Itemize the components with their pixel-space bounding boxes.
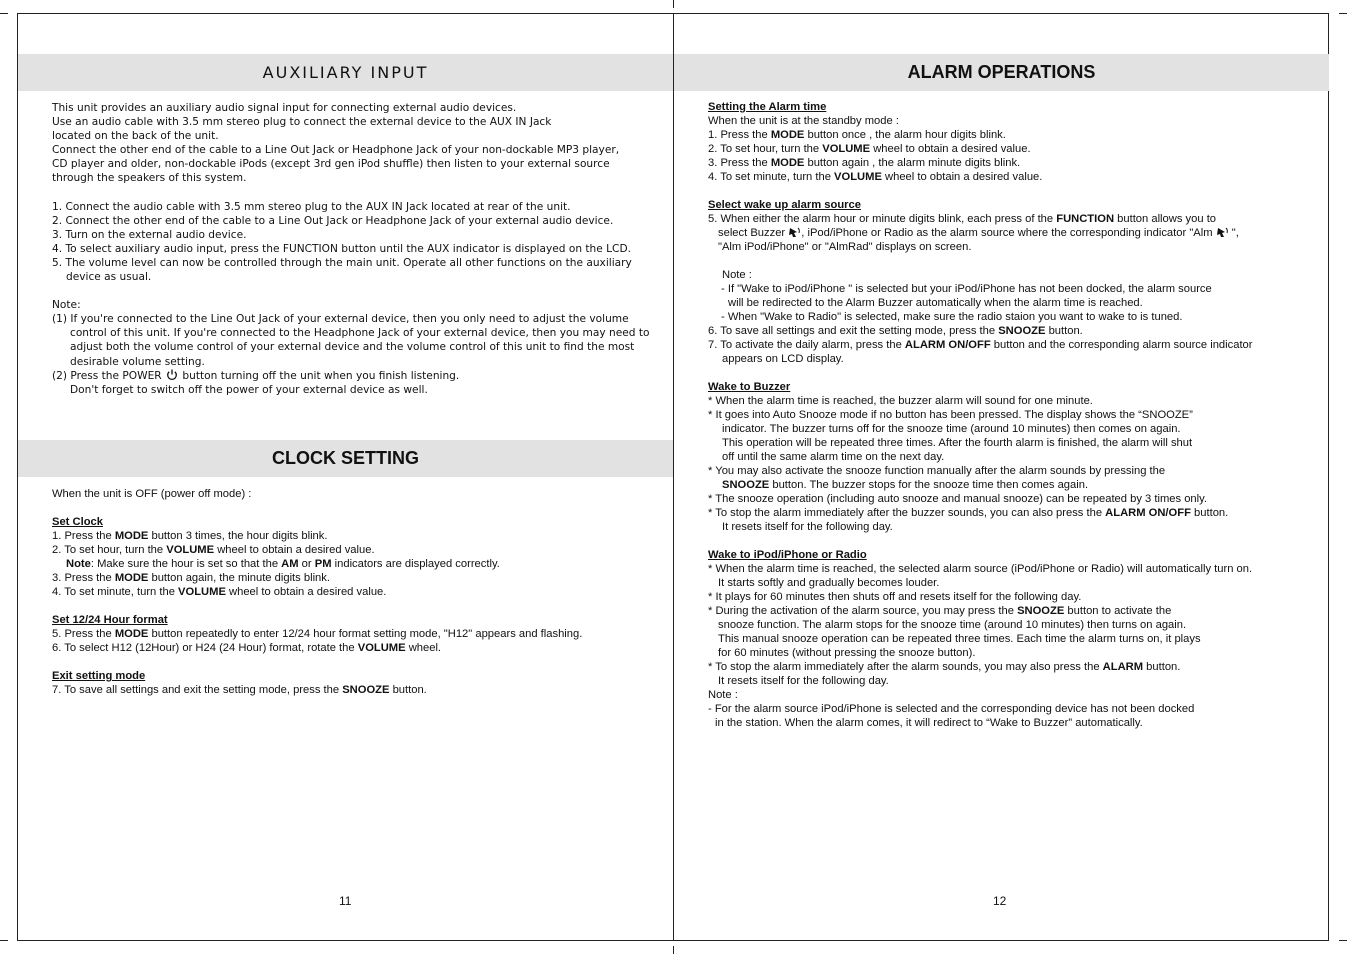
buzzer-bullet: This operation will be repeated three times. After the fourth alarm is finished, the alarm will shut xyxy=(722,437,1193,449)
wake-buzzer-heading: Wake to Buzzer xyxy=(708,381,791,393)
buzzer-bullet: * You may also activate the snooze function manually after the alarm sounds by pressing the xyxy=(708,465,1166,477)
aux-title-band xyxy=(18,54,673,91)
alarm-step: 2. To set hour, turn the VOLUME wheel to obtain a desired value. xyxy=(708,143,1031,155)
crop-mark xyxy=(673,0,674,8)
aux-note-line: (1) If you're connected to the Line Out Jack of your external device, then you only need to adjust the volume xyxy=(52,313,629,326)
alarm-title-band xyxy=(674,54,1329,91)
aux-step: 4. To select auxiliary audio input, press the FUNCTION button until the AUX indicator is displayed on the LCD. xyxy=(52,242,631,255)
ipod-bullet: snooze function. The alarm stops for the snooze time (around 10 minutes) then turns on again. xyxy=(718,619,1187,631)
aux-step: device as usual. xyxy=(66,271,152,284)
source-note: - When "Wake to Radio" is selected, make sure the radio staion you want to wake to is tuned. xyxy=(721,311,1183,323)
buzzer-bullet: * When the alarm time is reached, the buzzer alarm will sound for one minute. xyxy=(708,395,1093,407)
alarm-line: When the unit is at the standby mode : xyxy=(708,115,899,127)
ipod-bullet: It resets itself for the following day. xyxy=(718,675,889,687)
clock-step: 6. To select H12 (12Hour) or H24 (24 Hour) format, rotate the VOLUME wheel. xyxy=(52,642,442,654)
alarm-source-heading: Select wake up alarm source xyxy=(708,199,861,211)
ipod-bullet: This manual snooze operation can be repeated three times. Each time the alarm turns on, it plays xyxy=(718,633,1201,645)
source-note-label: Note : xyxy=(722,269,752,281)
buzzer-bullet: indicator. The buzzer turns off for the snooze time (around 10 minutes) then comes on again. xyxy=(722,423,1181,435)
ipod-bullet: * During the activation of the alarm source, you may press the SNOOZE button to activate the xyxy=(708,605,1172,617)
clock-step: 7. To save all settings and exit the setting mode, press the SNOOZE button. xyxy=(52,684,427,696)
bell-icon xyxy=(1216,226,1229,242)
clock-step: 1. Press the MODE button 3 times, the hour digits blink. xyxy=(52,530,328,542)
page-number-left: 11 xyxy=(339,894,352,908)
ipod-bullet: * When the alarm time is reached, the selected alarm source (iPod/iPhone or Radio) will automatically turn on. xyxy=(708,563,1253,575)
clock-step: 2. To set hour, turn the VOLUME wheel to obtain a desired value. xyxy=(52,544,375,556)
alarm-step: 6. To save all settings and exit the setting mode, press the SNOOZE button. xyxy=(708,325,1083,337)
aux-note2-text: (2) Press the POWER xyxy=(52,369,162,382)
hour-format-heading: Set 12/24 Hour format xyxy=(52,614,168,626)
aux-intro-line: This unit provides an auxiliary audio signal input for connecting external audio devices. xyxy=(52,102,517,114)
aux-intro-line: located on the back of the unit. xyxy=(52,130,219,143)
aux-note2-text: button turning off the unit when you finish listening. xyxy=(182,369,460,382)
alarm-step: 3. Press the MODE button again , the alarm minute digits blink. xyxy=(708,157,1021,169)
alarm-step: 5. When either the alarm hour or minute digits blink, each press of the FUNCTION button allows you to xyxy=(708,213,1217,225)
buzzer-bullet: off until the same alarm time on the next day. xyxy=(722,451,945,463)
clock-title: CLOCK SETTING xyxy=(272,448,419,468)
clock-intro: When the unit is OFF (power off mode) : xyxy=(52,488,252,500)
crop-mark xyxy=(1339,13,1347,14)
alarm-step: 7. To activate the daily alarm, press the ALARM ON/OFF button and the corresponding alarm source indicator xyxy=(708,339,1253,351)
alarm-title: ALARM OPERATIONS xyxy=(907,62,1096,82)
aux-note-line: control of this unit. If you're connected to the Headphone Jack of your external device, then you may need to xyxy=(70,327,650,340)
aux-step: 5. The volume level can now be controlled through the main unit. Operate all other functions on the auxiliary xyxy=(52,256,632,269)
aux-step: 2. Connect the other end of the cable to a Line Out Jack or Headphone Jack of your external audio device. xyxy=(52,214,614,227)
set-clock-heading: Set Clock xyxy=(52,516,103,528)
crop-mark xyxy=(0,940,8,941)
aux-step: 3. Turn on the external audio device. xyxy=(52,228,247,241)
crop-mark xyxy=(0,13,8,14)
alarm-step: select Buzzer , iPod/iPhone or Radio as the alarm source where the corresponding indicator "Alm ", xyxy=(708,226,1253,240)
aux-note-line: adjust both the volume control of your external device and the volume control of this unit to find the most xyxy=(70,341,635,354)
ipod-note-label: Note : xyxy=(708,689,738,701)
aux-intro-line: Connect the other end of the cable to a Line Out Jack or Headphone Jack of your non-dockable MP3 player, xyxy=(52,144,620,157)
buzzer-bullet: * It goes into Auto Snooze mode if no button has been pressed. The display shows the “SNOOZE” xyxy=(708,409,1193,421)
buzzer-bullet: * To stop the alarm immediately after the buzzer sounds, you can also press the ALARM ON/OFF button. xyxy=(708,507,1229,519)
aux-note-line: desirable volume setting. xyxy=(70,355,205,368)
alarm-step: 1. Press the MODE button once , the alarm hour digits blink. xyxy=(708,129,1006,141)
exit-mode-heading: Exit setting mode xyxy=(52,670,146,682)
clock-note: Note: Make sure the hour is set so that the AM or PM indicators are displayed correctly. xyxy=(66,558,500,570)
aux-intro-line: CD player and older, non-dockable iPods (except 3rd gen iPod shuffle) then listen to your external source xyxy=(52,158,610,171)
clock-step: 3. Press the MODE button again, the minute digits blink. xyxy=(52,572,330,584)
alarm-body xyxy=(708,100,1253,730)
ipod-note: - For the alarm source iPod/iPhone is selected and the corresponding device has not been docked xyxy=(708,703,1195,715)
clock-body xyxy=(52,487,582,697)
page-divider xyxy=(673,13,674,941)
source-note: - If "Wake to iPod/iPhone " is selected but your iPod/iPhone has not been docked, the alarm source xyxy=(721,283,1212,295)
alarm-step: 4. To set minute, turn the VOLUME wheel to obtain a desired value. xyxy=(708,171,1043,183)
alarm-step: appears on LCD display. xyxy=(722,353,844,365)
aux-title: AUXILIARY INPUT xyxy=(262,63,429,82)
aux-step: 1. Connect the audio cable with 3.5 mm stereo plug to the AUX IN Jack located at rear of the unit. xyxy=(52,200,571,213)
buzzer-bullet: * The snooze operation (including auto snooze and manual snooze) can be repeated by 3 times only. xyxy=(708,493,1207,505)
page-number-right: 12 xyxy=(993,894,1007,908)
aux-note2-line xyxy=(52,369,649,383)
crop-mark xyxy=(1339,940,1347,941)
source-note: will be redirected to the Alarm Buzzer automatically when the alarm time is reached. xyxy=(728,297,1143,309)
set-alarm-heading: Setting the Alarm time xyxy=(708,101,827,113)
aux-intro-line: Use an audio cable with 3.5 mm stereo plug to connect the external device to the AUX IN Jack xyxy=(52,116,552,129)
ipod-bullet: for 60 minutes (without pressing the snooze button). xyxy=(718,647,976,659)
clock-step: 4. To set minute, turn the VOLUME wheel to obtain a desired value. xyxy=(52,586,387,598)
ipod-note: in the station. When the alarm comes, it will redirect to “Wake to Buzzer” automatically. xyxy=(715,717,1143,729)
buzzer-bullet: It resets itself for the following day. xyxy=(722,521,893,533)
clock-title-band xyxy=(18,440,673,477)
ipod-bullet: It starts softly and gradually becomes louder. xyxy=(718,577,940,589)
buzzer-bullet: SNOOZE button. The buzzer stops for the snooze time then comes again. xyxy=(722,479,1089,491)
ipod-bullet: * It plays for 60 minutes then shuts off and resets itself for the following day. xyxy=(708,591,1082,603)
clock-step: 5. Press the MODE button repeatedly to enter 12/24 hour format setting mode, "H12" appears and flashing. xyxy=(52,628,583,640)
alarm-step: "Alm iPod/iPhone" or "AlmRad" displays on screen. xyxy=(718,241,972,253)
aux-note-line: Don't forget to switch off the power of your external device as well. xyxy=(70,383,428,396)
aux-note-label: Note: xyxy=(52,299,81,312)
aux-body xyxy=(52,101,649,397)
wake-ipod-heading: Wake to iPod/iPhone or Radio xyxy=(708,549,867,561)
ipod-bullet: * To stop the alarm immediately after the alarm sounds, you may also press the ALARM button. xyxy=(708,661,1181,673)
crop-mark xyxy=(673,946,674,954)
aux-intro-line: through the speakers of this system. xyxy=(52,172,247,185)
